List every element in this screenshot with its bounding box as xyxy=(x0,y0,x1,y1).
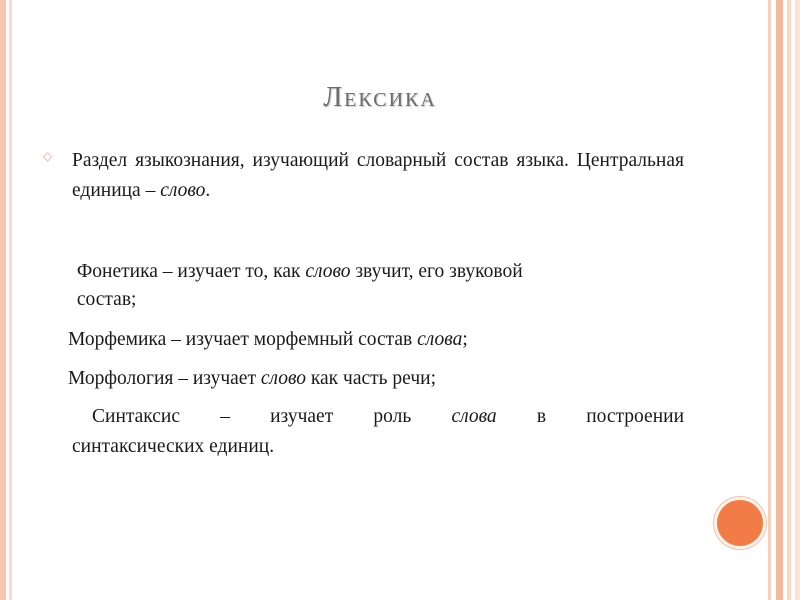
paragraph-text: как часть речи; xyxy=(305,368,437,389)
phonetics-line xyxy=(72,257,684,287)
right-border-stripe xyxy=(768,0,771,600)
paragraph-text: . xyxy=(205,180,211,201)
emphasis-word: слово xyxy=(160,180,206,201)
diamond-outline-icon: ◇ xyxy=(43,149,53,163)
right-border-stripe xyxy=(795,0,800,600)
emphasis-word: слова xyxy=(451,406,497,427)
right-border-stripe xyxy=(787,0,791,600)
right-border-stripe xyxy=(776,0,783,600)
left-border-stripe xyxy=(0,0,6,600)
emphasis-word: слова xyxy=(417,329,463,350)
syntax-line-1 xyxy=(72,402,684,432)
left-border-stripe xyxy=(9,0,12,600)
paragraph-text: в построении xyxy=(496,406,684,427)
morphemics-line xyxy=(68,325,680,355)
phonetics-line-2 xyxy=(72,285,684,315)
paragraph-text: Морфемика – изучает морфемный состав xyxy=(68,329,418,350)
emphasis-word: слово xyxy=(260,368,306,389)
slide-title: Лексика xyxy=(323,82,437,113)
paragraph-text: звучит, его звуковой xyxy=(350,261,523,282)
paragraph-text: синтаксических единиц. xyxy=(72,436,275,457)
paragraph-text: Синтаксис – изучает роль xyxy=(92,406,452,427)
paragraph-text: ; xyxy=(462,329,468,350)
emphasis-word: слово xyxy=(305,261,351,282)
definition-paragraph xyxy=(72,146,684,206)
paragraph-text: Раздел языкознания, изучающий словарный состав языка. Центральная единица – xyxy=(72,150,684,201)
paragraph-text: состав; xyxy=(76,289,137,310)
paragraph-text: Фонетика – изучает то, как xyxy=(76,261,306,282)
syntax-paragraph xyxy=(72,402,684,462)
decorative-orange-circle xyxy=(714,497,766,549)
morphology-line xyxy=(68,364,680,394)
paragraph-text: Морфология – изучает xyxy=(68,368,261,389)
